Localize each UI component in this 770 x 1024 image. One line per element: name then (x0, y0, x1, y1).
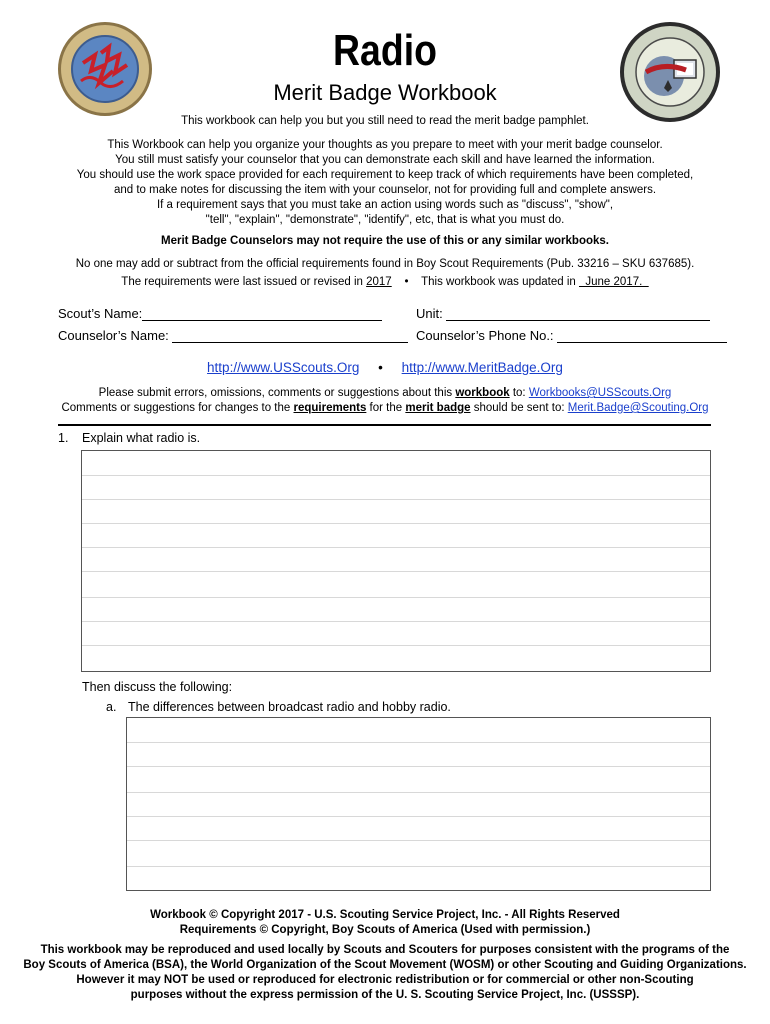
counselor-note: Merit Badge Counselors may not require the use of this or any similar workbooks. (161, 235, 609, 247)
intro-line: and to make notes for discussing the item with your counselor, not for providing full and complete answers. (113, 184, 657, 196)
ruled-line (82, 621, 710, 622)
intro-paragraph (0, 138, 770, 228)
merit-badge-word: merit badge (405, 402, 471, 414)
ruled-line (82, 571, 710, 572)
usscouts-link[interactable]: http://www.USScouts.Org (207, 360, 360, 375)
tagline: This workbook can help you but you still need to read the merit badge pamphlet. (181, 115, 589, 127)
footer-copyright-1: Workbook © Copyright 2017 - U.S. Scouting Service Project, Inc. - All Rights Reserved (150, 909, 620, 921)
requirement-1a-answer-box[interactable] (126, 717, 711, 891)
updated-label: This workbook was updated in (421, 276, 579, 288)
requirement-1a-letter: a. (106, 700, 117, 714)
ruled-line (127, 766, 710, 767)
footer-usage-4: purposes without the express permission of the U. S. Scouting Service Project, Inc. (USSSP). (130, 989, 640, 1001)
ruled-line (127, 816, 710, 817)
submit-text: for the (366, 402, 406, 414)
page-subtitle: Merit Badge Workbook (273, 80, 497, 105)
workbooks-email-link[interactable]: Workbooks@USScouts.Org (528, 387, 672, 399)
ruled-line (82, 475, 710, 476)
intro-line: This Workbook can help you organize your thoughts as you prepare to meet with your merit badge counselor. (107, 139, 663, 151)
requirement-1-number: 1. (58, 431, 69, 445)
no-one-line: No one may add or subtract from the official requirements found in Boy Scout Requirements (Pub. 33216 – SKU 637685). (75, 258, 695, 270)
unit-field[interactable] (416, 306, 710, 321)
ruled-line (82, 547, 710, 548)
revision-line (0, 275, 770, 290)
ruled-line (82, 597, 710, 598)
intro-line: You still must satisfy your counselor that you can demonstrate each skill and have learned the information. (115, 154, 655, 166)
submit-line-1 (0, 386, 770, 401)
submit-text: should be sent to: (470, 402, 568, 414)
counselor-phone-line[interactable] (557, 342, 727, 343)
counselor-phone-label: Counselor’s Phone No.: (416, 328, 554, 343)
links-row (0, 360, 770, 375)
requirement-1a-text: The differences between broadcast radio and hobby radio. (128, 700, 451, 714)
submit-text: Please submit errors, omissions, comments or suggestions about this (98, 387, 456, 399)
ruled-line (127, 792, 710, 793)
intro-line: If a requirement says that you must take an action using words such as "discuss", "show", (156, 199, 614, 211)
footer-usage-2: Boy Scouts of America (BSA), the World Organization of the Scout Movement (WOSM) or other Scouting and Guiding Organizations. (23, 959, 747, 971)
page-title: Radio (333, 26, 437, 75)
updated-date: June 2017. (578, 276, 649, 288)
counselor-name-label: Counselor’s Name: (58, 328, 169, 343)
revised-label: The requirements were last issued or revised in (121, 276, 367, 288)
bullet: • (404, 276, 409, 288)
unit-label: Unit: (416, 306, 443, 321)
scout-name-field[interactable] (58, 306, 382, 321)
section-divider (58, 424, 711, 426)
ruled-line (82, 523, 710, 524)
intro-line: "tell", "explain", "demonstrate", "identify", etc, that is what you must do. (205, 214, 565, 226)
submit-line-2 (0, 401, 770, 416)
revised-year: 2017 (366, 276, 392, 288)
footer-usage-1: This workbook may be reproduced and used locally by Scouts and Scouters for purposes consistent with the programs of the (40, 944, 730, 956)
meritbadge-link[interactable]: http://www.MeritBadge.Org (401, 360, 563, 375)
unit-line[interactable] (446, 320, 710, 321)
link-separator: • (378, 360, 383, 375)
requirement-1-answer-box[interactable] (81, 450, 711, 672)
scout-name-label: Scout’s Name: (58, 306, 143, 321)
counselor-phone-field[interactable] (416, 328, 727, 343)
then-discuss-text: Then discuss the following: (82, 680, 233, 694)
counselor-name-field[interactable] (58, 328, 408, 343)
footer-copyright-2: Requirements © Copyright, Boy Scouts of America (Used with permission.) (179, 924, 591, 936)
counselor-name-line[interactable] (172, 342, 408, 343)
ruled-line (82, 499, 710, 500)
scout-name-line[interactable] (142, 320, 382, 321)
submit-text: Comments or suggestions for changes to the (61, 402, 294, 414)
ruled-line (127, 840, 710, 841)
ruled-line (82, 645, 710, 646)
requirements-word: requirements (293, 402, 367, 414)
footer-usage-3: However it may NOT be used or reproduced for electronic redistribution or for commercial or other non-Scouting (76, 974, 694, 986)
workbook-word: workbook (455, 387, 510, 399)
requirement-1-text: Explain what radio is. (82, 431, 201, 445)
ruled-line (127, 866, 710, 867)
intro-line: You should use the work space provided for each requirement to keep track of which requirements have been completed, (76, 169, 694, 181)
merit-badge-email-link[interactable]: Merit.Badge@Scouting.Org (567, 402, 709, 414)
submit-text: to: (509, 387, 529, 399)
ruled-line (127, 742, 710, 743)
